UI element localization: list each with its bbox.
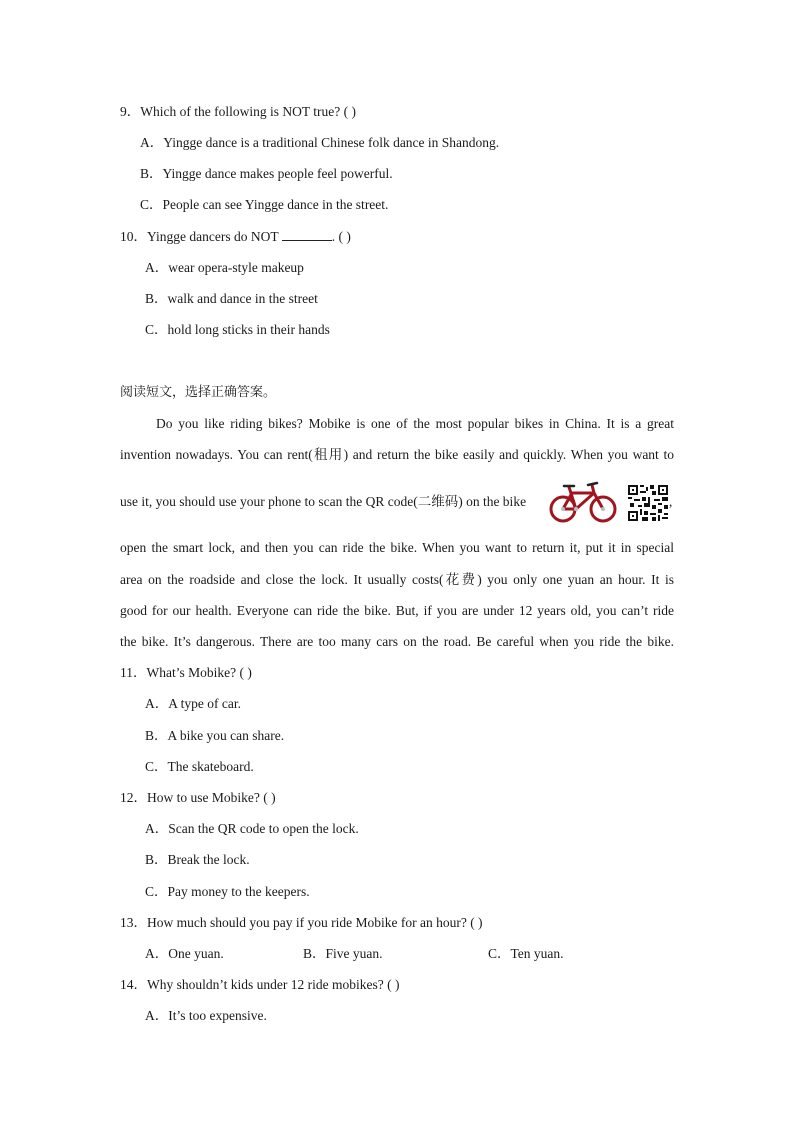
- q9-option-c: C．People can see Yingge dance in the street.: [140, 197, 389, 212]
- q14-stem: 14．Why shouldn’t kids under 12 ride mobikes? ( ): [120, 977, 400, 992]
- q12-option-b: B．Break the lock.: [145, 852, 250, 867]
- q11-option-c: C．The skateboard.: [145, 759, 254, 774]
- passage-line-3-comma: ,: [669, 494, 673, 509]
- q12-option-c: C．Pay money to the keepers.: [145, 884, 310, 899]
- q9-option-a: A．Yingge dance is a traditional Chinese folk dance in Shandong.: [140, 135, 500, 150]
- bicycle-icon: [548, 479, 618, 525]
- q11-option-a: A．A type of car.: [145, 696, 241, 711]
- q11-stem: 11．What’s Mobike? ( ): [120, 665, 252, 680]
- passage-line-5: area on the roadside and close the lock. It usually costs(花费) you only one yuan an hour. It is: [120, 572, 674, 587]
- q10-stem-end: . ( ): [331, 229, 351, 244]
- q13-option-a: A．One yuan.: [145, 946, 224, 961]
- q10-stem: [120, 227, 351, 246]
- q11-option-b: B．A bike you can share.: [145, 728, 285, 743]
- q12-stem: 12．How to use Mobike? ( ): [120, 790, 276, 805]
- passage-line-3: use it, you should use your phone to scan the QR code(二维码) on the bike: [120, 494, 527, 509]
- q13-option-c: C．Ten yuan.: [488, 946, 564, 961]
- q10-option-b: B．walk and dance in the street: [145, 291, 318, 306]
- passage-line-7: the bike. It’s dangerous. There are too many cars on the road. Be careful when you ride the bike.: [120, 634, 674, 649]
- reading-instruction: 阅读短文，选择正确答案。: [120, 385, 277, 400]
- passage-line-4: open the smart lock, and then you can ride the bike. When you want to return it, put it in special: [120, 540, 674, 555]
- qr-code-icon: [628, 485, 668, 521]
- q10-option-c: C．hold long sticks in their hands: [145, 322, 330, 337]
- passage-line-1: Do you like riding bikes? Mobike is one of the most popular bikes in China. It is a great: [156, 416, 674, 431]
- passage-line-2: invention nowadays. You can rent(租用) and return the bike easily and quickly. When you want to: [120, 447, 674, 462]
- q10-option-a: A．wear opera-style makeup: [145, 260, 304, 275]
- q13-option-b: B．Five yuan.: [303, 946, 383, 961]
- q14-option-a: A．It’s too expensive.: [145, 1008, 267, 1023]
- q12-option-a: A．Scan the QR code to open the lock.: [145, 821, 359, 836]
- passage-line-6: good for our health. Everyone can ride the bike. But, if you are under 12 years old, you can’t ride: [120, 603, 674, 618]
- answer-blank: [282, 227, 332, 241]
- q10-stem-text: 10．Yingge dancers do NOT: [120, 229, 282, 244]
- q9-option-b: B．Yingge dance makes people feel powerful.: [140, 166, 393, 181]
- q13-stem: 13．How much should you pay if you ride Mobike for an hour? ( ): [120, 915, 483, 930]
- q9-stem: 9．Which of the following is NOT true? ( ): [120, 104, 356, 119]
